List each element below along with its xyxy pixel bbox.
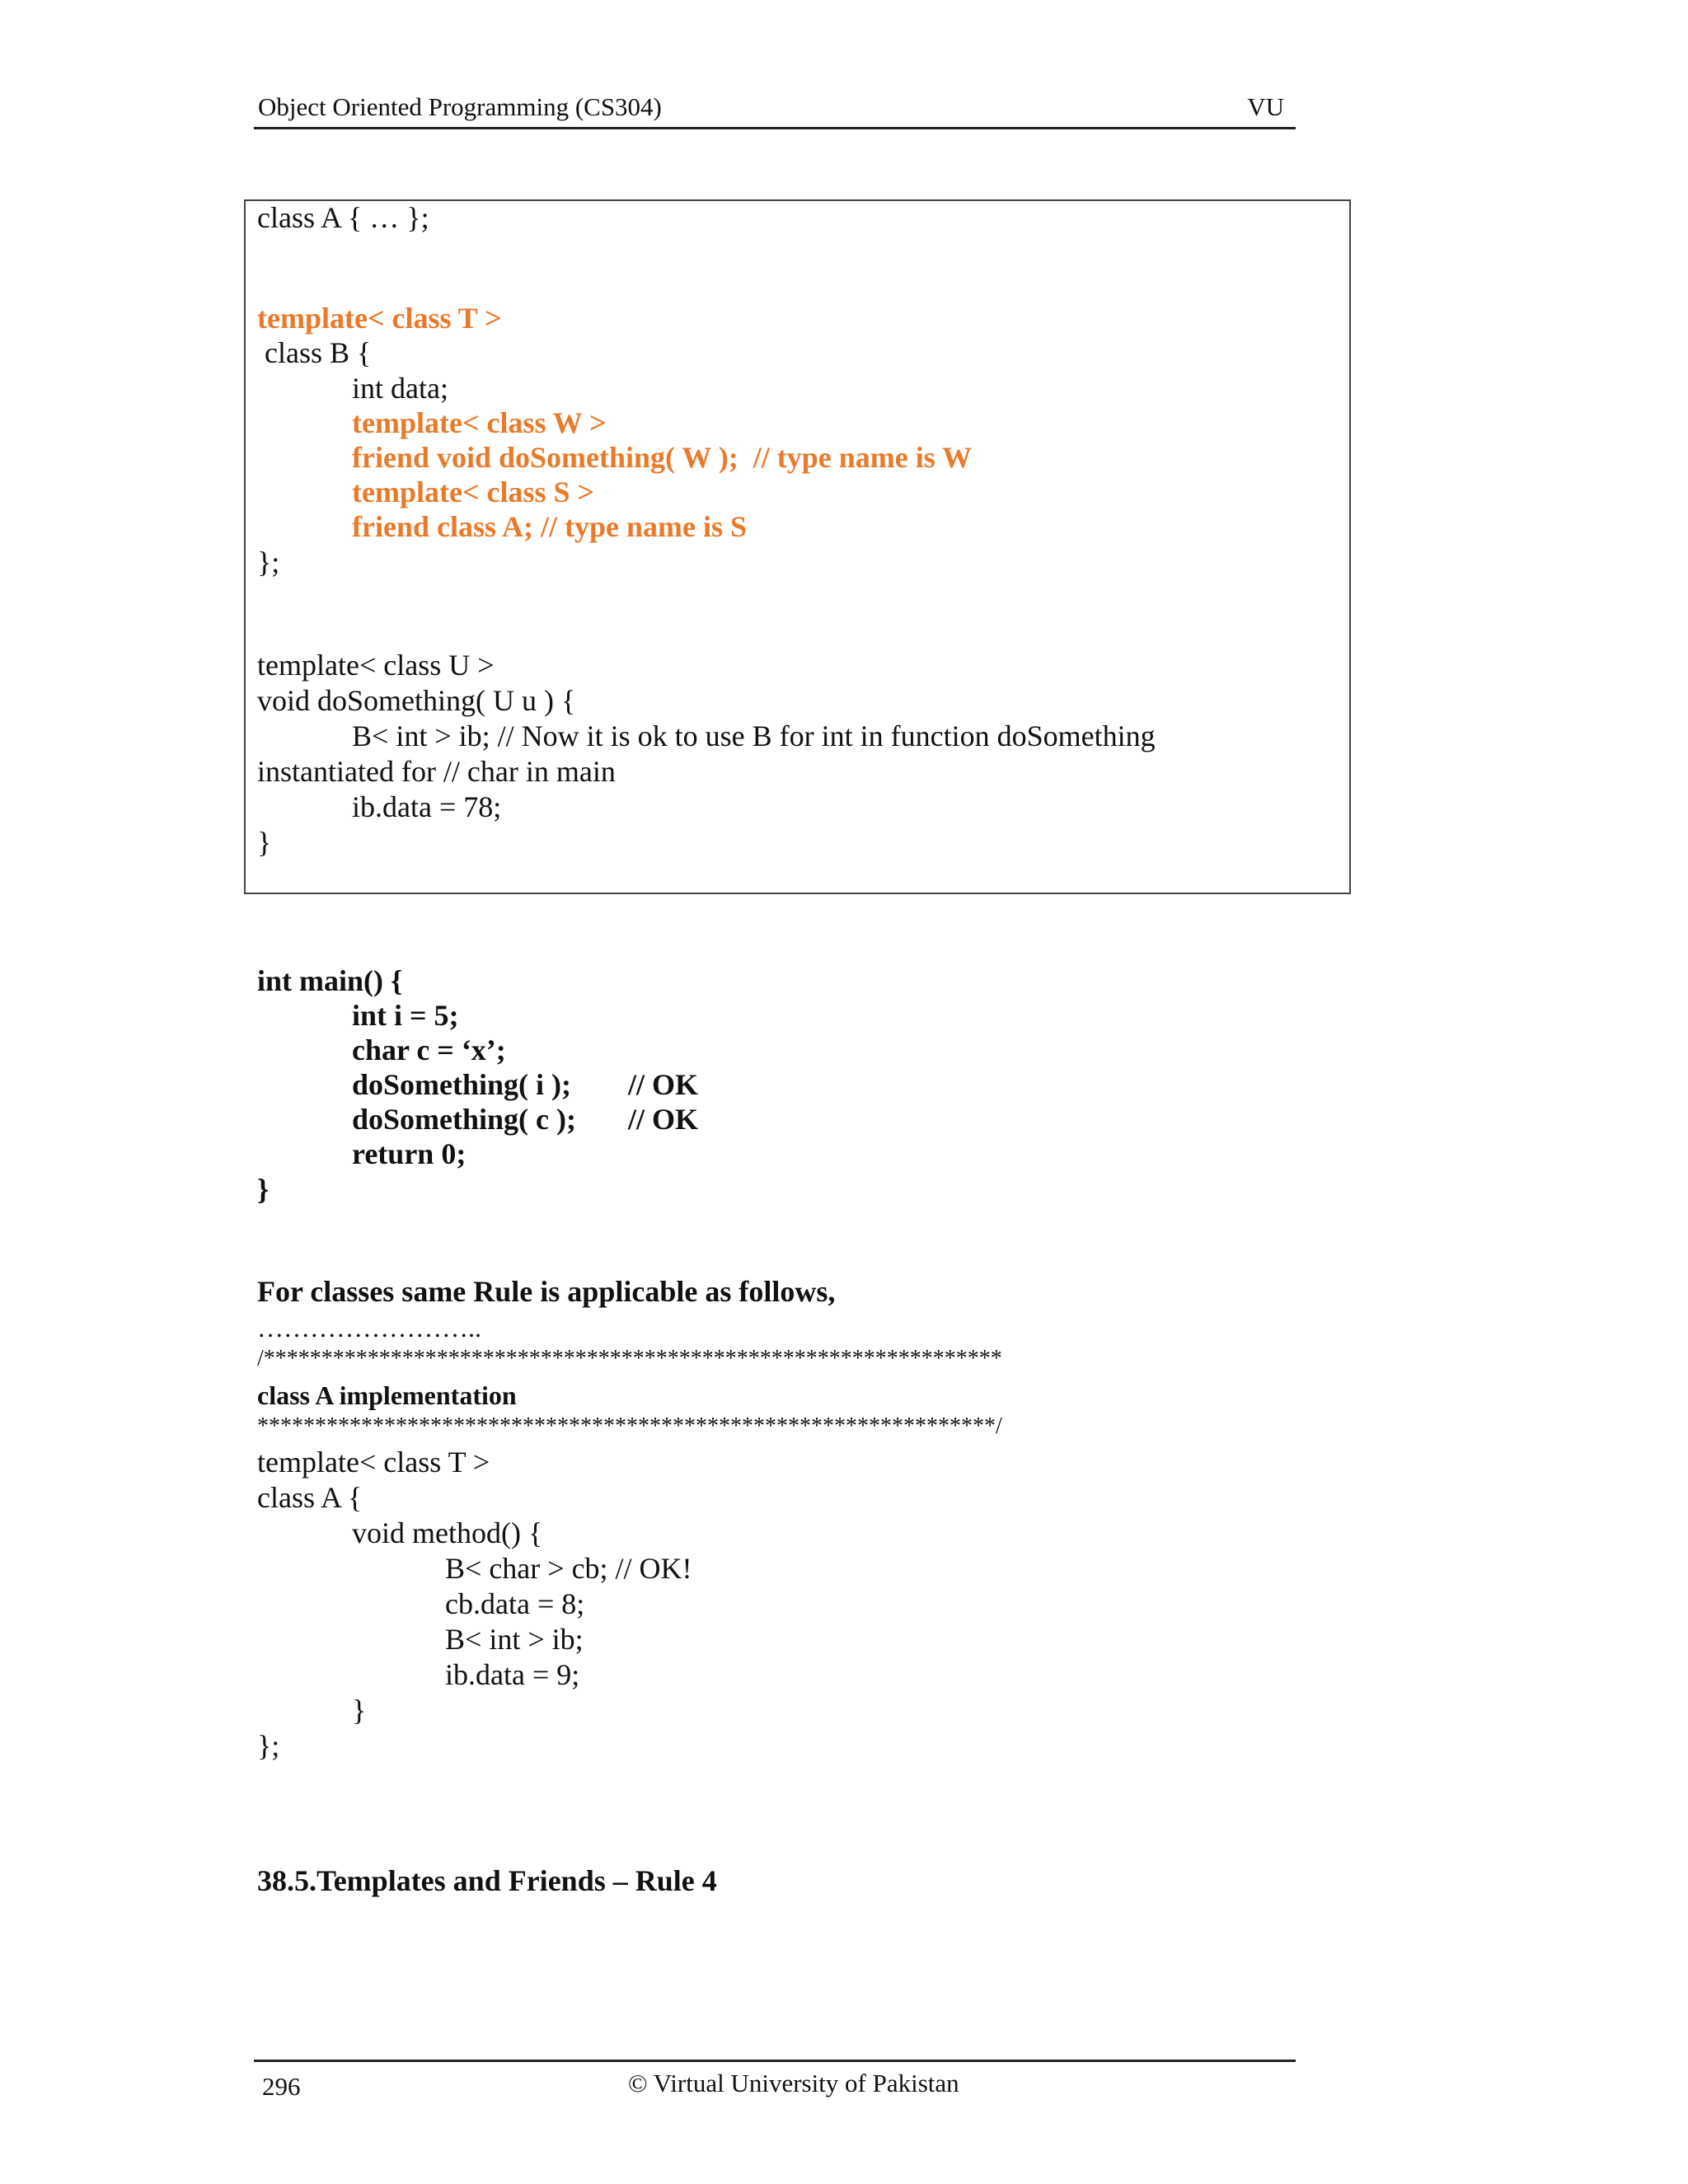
- section-heading: 38.5.Templates and Friends – Rule 4: [257, 1864, 717, 1897]
- class-a-code-line: B< int > ib;: [445, 1623, 584, 1656]
- main-code-comment: // OK: [628, 1103, 699, 1136]
- code-line: class A { … };: [257, 201, 429, 234]
- page-number: 296: [262, 2072, 301, 2101]
- code-line-highlight: template< class W >: [352, 406, 607, 439]
- class-a-code-line: }: [352, 1694, 367, 1727]
- main-code-line: doSomething( c );: [352, 1103, 576, 1136]
- code-line: class B {: [257, 336, 372, 369]
- code-line: B< int > ib; // Now it is ok to use B for int in function doSomething: [352, 719, 1156, 752]
- main-code-line: return 0;: [352, 1137, 467, 1170]
- course-title: Object Oriented Programming (CS304): [258, 92, 662, 121]
- comment-title: class A implementation: [257, 1380, 517, 1410]
- institution-short: VU: [1247, 92, 1284, 121]
- code-line: template< class U >: [257, 649, 495, 682]
- main-code-line: int i = 5;: [352, 999, 459, 1032]
- comment-open: /****************************************************************: [257, 1346, 1002, 1371]
- code-line: int data;: [352, 372, 448, 405]
- main-code-line: }: [257, 1173, 270, 1206]
- class-a-code-line: ib.data = 9;: [445, 1658, 580, 1691]
- main-code-line: doSomething( i );: [352, 1068, 572, 1101]
- main-code-comment: // OK: [628, 1068, 699, 1101]
- main-code-line: int main() {: [257, 964, 403, 997]
- comment-close: ****************************************************************/: [257, 1413, 1002, 1439]
- code-line: }: [257, 826, 272, 859]
- code-line: };: [257, 546, 280, 579]
- code-line-highlight: template< class T >: [257, 302, 502, 335]
- code-line-highlight: template< class S >: [352, 476, 594, 509]
- class-a-code-line: cb.data = 8;: [445, 1587, 585, 1620]
- rule-text: For classes same Rule is applicable as follows,: [257, 1275, 836, 1308]
- class-a-code-line: template< class T >: [257, 1446, 490, 1479]
- class-a-code-line: B< char > cb; // OK!: [445, 1552, 692, 1585]
- main-code-line: char c = ‘x’;: [352, 1033, 506, 1066]
- code-line-highlight: friend class A; // type name is S: [352, 510, 748, 543]
- code-line-highlight: friend void doSomething( W ); // type name is W: [352, 441, 973, 474]
- class-a-code-line: };: [257, 1729, 280, 1762]
- class-a-code-line: class A {: [257, 1481, 363, 1514]
- code-line: void doSomething( U u ) {: [257, 684, 576, 717]
- class-a-code-line: void method() {: [352, 1516, 543, 1549]
- page-header: [254, 89, 1296, 129]
- page-footer: [254, 2060, 1296, 2103]
- code-line: ib.data = 78;: [352, 790, 502, 823]
- code-line: instantiated for // char in main: [257, 755, 616, 788]
- copyright-notice: © Virtual University of Pakistan: [628, 2069, 959, 2097]
- ellipsis: ……………………..: [257, 1313, 481, 1343]
